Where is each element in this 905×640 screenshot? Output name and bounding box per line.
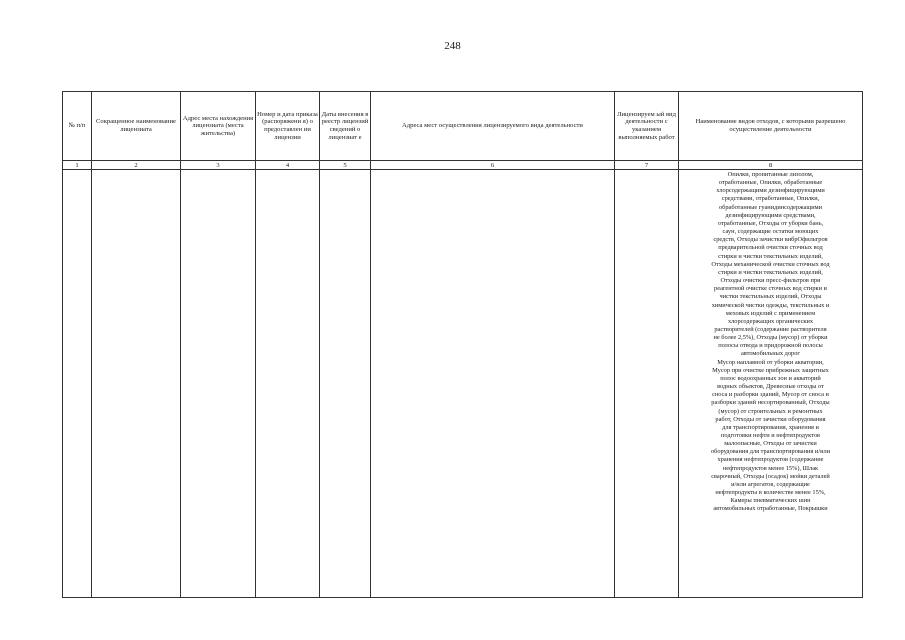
cell-activity-type xyxy=(615,170,679,598)
waste-line: для транспортирования, хранения и xyxy=(722,423,819,431)
column-number: 8 xyxy=(679,161,863,170)
header-row xyxy=(63,92,863,161)
waste-line: подготовки нефти и нефтепродуктов xyxy=(721,432,820,439)
header-cell-licensee-name: Сокращенное наименование лицензиата xyxy=(92,92,181,161)
column-number-row xyxy=(63,161,863,170)
waste-line: работ, Отходы от зачистки оборудования xyxy=(715,415,826,423)
waste-line: разборки зданий несортированный, Отходы xyxy=(711,399,830,407)
column-number: 4 xyxy=(256,161,320,170)
waste-line: средств, Отходы зачистки вибрОфильтров xyxy=(713,236,828,244)
license-registry-table xyxy=(62,91,863,598)
waste-line: и/или агрегатов, содержащие xyxy=(731,480,810,488)
waste-line: дезинфицирующими средствами, xyxy=(725,211,816,219)
header-cell-activity-addresses: Адреса мест осуществления лицензируемого вида деятельности xyxy=(371,92,615,161)
waste-line: обработанные гуанидинсодержащими xyxy=(718,203,823,211)
waste-line: растворителей (содержание растворителя xyxy=(714,325,827,333)
waste-line: полос водоохранных зон и акваторий xyxy=(720,374,821,382)
header-cell-activity-type: Лицензируем ый вид деятельности с указанием выполняемых работ xyxy=(615,92,679,161)
waste-line: Мусор при очистке прибрежных защитных xyxy=(712,366,829,374)
column-number: 1 xyxy=(63,161,92,170)
waste-line: чистки текстильных изделий, Отходы xyxy=(719,293,822,301)
waste-line: водных объектов, Древесные отходы от xyxy=(717,383,824,391)
waste-line: сноса и разборки зданий, Мусор от сноса и xyxy=(712,391,829,399)
waste-line: меховых изделий с применением xyxy=(725,309,816,317)
cell-waste-types xyxy=(679,170,863,598)
waste-line: нефтепродукты в количестве менее 15%, xyxy=(715,489,826,497)
waste-line: стирки и чистки текстильных изделий, xyxy=(718,268,823,276)
waste-line: средствами, отработанные, Опилки, xyxy=(721,195,820,203)
waste-line: автомобильных отработанные, Покрышки xyxy=(713,505,828,513)
header-cell-register-dates: Даты внесения в реестр лицензий сведений о лицензиат е xyxy=(320,92,371,161)
waste-line: предварительной очистки сточных вод xyxy=(718,244,823,252)
cell-register-dates xyxy=(320,170,371,598)
waste-line: отработанные, Отходы от уборки бань, xyxy=(717,219,824,227)
waste-line: полосы отвода и придорожной полосы xyxy=(718,342,823,350)
table-row xyxy=(63,170,863,598)
cell-licensee-address xyxy=(181,170,256,598)
waste-line: (мусор) от строительных и ремонтных xyxy=(718,407,823,415)
waste-line: Камеры пневматических шин xyxy=(730,497,811,505)
waste-line: Отходы очистки пресс-фильтров при xyxy=(720,277,821,285)
waste-line: реагентной очистке сточных вод стирки и xyxy=(714,285,827,293)
header-cell-waste-types: Наименование видов отходов, с которыми разрешено осуществление деятельности xyxy=(679,92,863,161)
waste-line: хлорсодержащих органических xyxy=(727,317,814,325)
column-number: 3 xyxy=(181,161,256,170)
waste-line: саун, содержащие остатки моющих xyxy=(722,228,819,236)
waste-line: оборудования для транспортирования и/или xyxy=(710,448,831,456)
cell-licensee-name xyxy=(92,170,181,598)
header-cell-order: Номер и дата приказа (распоряжени я) о предоставлен ии лицензии xyxy=(256,92,320,161)
column-number: 7 xyxy=(615,161,679,170)
waste-line: сварочный, Отходы (осадок) мойки деталей xyxy=(711,472,830,480)
column-number: 6 xyxy=(371,161,615,170)
waste-line: не более 2,5%), Отходы (мусор) от уборки xyxy=(713,334,828,342)
waste-line: малоопасные, Отходы от зачистки xyxy=(724,440,817,448)
waste-line: отработанные, Опилки, обработанные xyxy=(718,179,823,187)
page-number: 248 xyxy=(444,40,461,52)
waste-line: хранения нефтепродуктов (содержание xyxy=(717,456,824,464)
waste-line: хлорсодержащими дезинфицирующими xyxy=(716,187,825,195)
waste-line: нефтепродуктов менее 15%), Шлак xyxy=(722,464,819,472)
column-number: 5 xyxy=(320,161,371,170)
header-cell-number: № п/п xyxy=(63,92,92,161)
waste-line: Мусор наплавной от уборки акватории, xyxy=(717,358,824,366)
waste-line: Опилки, пропитанные лизолом, xyxy=(727,171,814,178)
cell-order xyxy=(256,170,320,598)
waste-types-text xyxy=(680,170,861,514)
cell-activity-addresses xyxy=(371,170,615,598)
waste-line: химической чистки одежды, текстильных и xyxy=(711,301,830,309)
column-number: 2 xyxy=(92,161,181,170)
waste-line: Отходы механической очистки сточных вод xyxy=(711,260,830,268)
header-cell-licensee-address: Адрес места нахождения лицензиата (места жительства) xyxy=(181,92,256,161)
waste-line: стирки и чистки текстильных изделий, xyxy=(718,252,823,260)
cell-number xyxy=(63,170,92,598)
waste-line: автомобильных дорог xyxy=(740,350,801,358)
